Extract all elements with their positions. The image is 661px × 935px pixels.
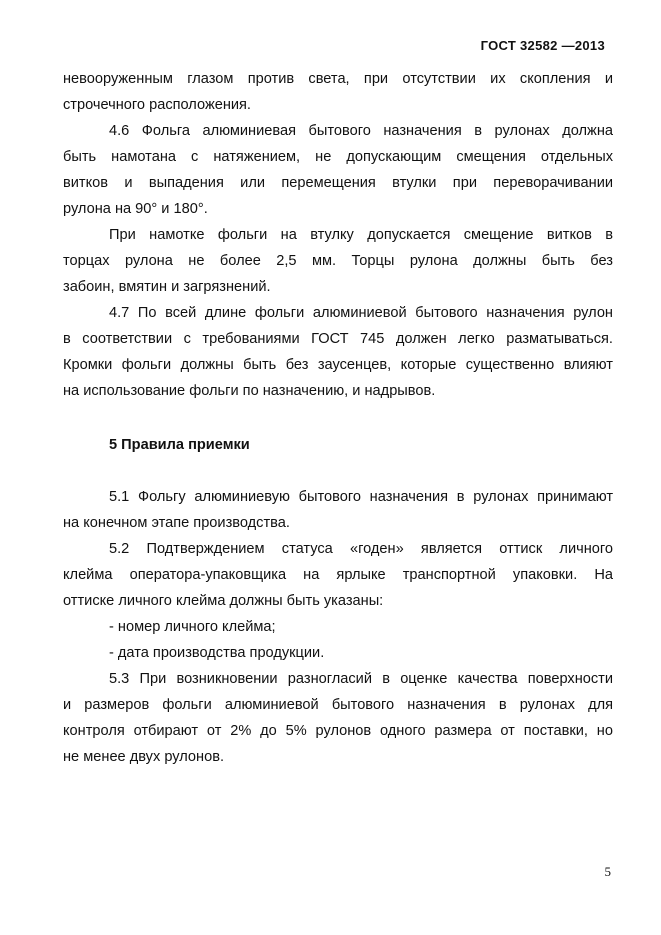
text-line: не менее двух рулонов.: [63, 749, 225, 765]
text-line: клейма оператора-упаковщика на ярлыке транспортной упаковки. На: [63, 567, 613, 583]
document-code-header: ГОСТ 32582 —2013: [480, 38, 605, 53]
text-line: торцах рулона не более 2,5 мм. Торцы рулона должны быть без: [63, 253, 613, 269]
text-line: - номер личного клейма;: [109, 619, 276, 635]
document-body: [63, 66, 613, 770]
text-line: рулона на 90° и 180°.: [63, 201, 208, 217]
text-line: 5.2 Подтверждением статуса «годен» является оттиск личного: [109, 541, 613, 557]
text-line: на конечном этапе производства.: [63, 515, 290, 531]
text-line: Кромки фольги должны быть без заусенцев, которые существенно влияют: [63, 357, 613, 373]
text-line: 5.3 При возникновении разногласий в оценке качества поверхности: [109, 671, 613, 687]
text-line: быть намотана с натяжением, не допускающим смещения отдельных: [63, 149, 613, 165]
text-line: 5.1 Фольгу алюминиевую бытового назначения в рулонах принимают: [109, 489, 613, 505]
text-line: витков и выпадения или перемещения втулки при переворачивании: [63, 175, 613, 191]
paragraph-4-7: [63, 300, 613, 404]
paragraph-4-6-winding: [63, 222, 613, 300]
section-title: 5 Правила приемки: [109, 437, 250, 453]
text-line: - дата производства продукции.: [109, 645, 325, 661]
text-line: забоин, вмятин и загрязнений.: [63, 279, 271, 295]
page-number: 5: [604, 864, 611, 879]
text-line: 4.7 По всей длине фольги алюминиевой бытового назначения рулон: [109, 305, 613, 321]
text-line: контроля отбирают от 2% до 5% рулонов одного размера от поставки, но: [63, 723, 613, 739]
text-line: строчечного расположения.: [63, 97, 251, 113]
text-line: оттиске личного клейма должны быть указаны:: [63, 593, 384, 609]
text-line: При намотке фольги на втулку допускается смещение витков в: [109, 227, 613, 243]
text-line: на использование фольги по назначению, и надрывов.: [63, 383, 436, 399]
paragraph-4-5-continuation-and-4-6: [63, 66, 613, 222]
text-line: и размеров фольги алюминиевой бытового назначения в рулонах для: [63, 697, 613, 713]
text-line: в соответствии с требованиями ГОСТ 745 должен легко разматываться.: [63, 331, 613, 347]
text-line: 4.6 Фольга алюминиевая бытового назначения в рулонах должна: [109, 123, 613, 139]
section-5-paragraphs: [63, 484, 613, 770]
text-line: невооруженным глазом против света, при отсутствии их скопления и: [63, 71, 613, 87]
